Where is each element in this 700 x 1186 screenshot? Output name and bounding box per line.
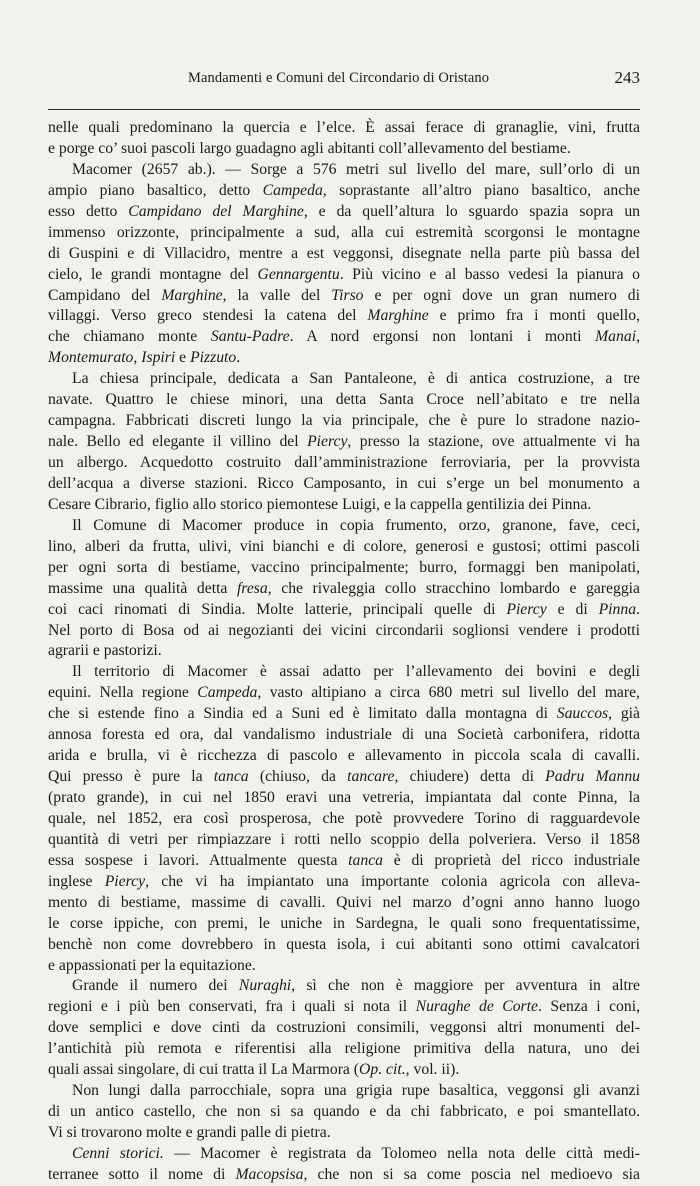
text-line xyxy=(48,1081,640,1102)
text-run: . Senza i coni, xyxy=(537,998,640,1016)
text-line xyxy=(48,621,640,642)
text-run: , chiudere) detta di xyxy=(394,768,546,786)
text-run: le corse ippiche, con premi, le uniche in Sardegna, le quali sono frequentatissime, xyxy=(48,914,640,932)
italic-text: Padru Mannu xyxy=(545,768,641,786)
text-line xyxy=(48,1018,640,1039)
text-line xyxy=(48,202,640,223)
text-run: navate. Quattro le chiese minori, una detta Santa Croce nell’abitato e tre nella xyxy=(48,391,640,409)
italic-text: Gennargentu xyxy=(257,265,340,283)
text-run: coi caci rinomati di Sindia. Molte latterie, principali quelle di xyxy=(48,600,507,618)
text-run: terranee sotto il nome di xyxy=(48,1165,236,1183)
text-line xyxy=(48,788,640,809)
text-line xyxy=(48,976,640,997)
text-line xyxy=(48,265,640,286)
text-run: , la valle del xyxy=(222,286,332,304)
italic-text: Op. cit. xyxy=(359,1061,406,1079)
text-line xyxy=(48,118,640,139)
text-line xyxy=(48,725,640,746)
text-line xyxy=(48,1123,640,1144)
text-run: lino, alberi da frutta, ulivi, vini bianchi e di colore, generosi e gustosi; ottimi pascoli xyxy=(48,537,640,555)
running-head xyxy=(48,70,640,92)
italic-text: Nuraghe de Corte xyxy=(415,998,538,1016)
text-run: — Macomer è registrata da Tolomeo nella nota delle città medi- xyxy=(163,1144,640,1162)
text-run: un albergo. Acquedotto costruito dall’amministrazione ferroviaria, per la provvista xyxy=(48,454,640,471)
text-line xyxy=(48,495,640,516)
text-run: villaggi. Verso greco stendesi la catena del xyxy=(48,307,368,325)
text-run: e primo fra i monti quello, xyxy=(428,307,640,325)
text-run: Il territorio di Macomer è assai adatto per l’allevamento dei bovini e degli xyxy=(72,663,640,681)
text-line xyxy=(48,411,640,432)
text-run: essa sospese i lavori. Attualmente questa xyxy=(48,851,349,869)
italic-text: Marghine xyxy=(367,307,429,325)
text-line xyxy=(48,516,640,537)
italic-text: Santu-Padre xyxy=(210,328,290,346)
italic-text: Pinna xyxy=(598,600,637,618)
italic-text: Marghine xyxy=(161,286,223,304)
text-run: e per ogni dove un gran numero di xyxy=(363,286,640,304)
text-line xyxy=(48,851,640,872)
italic-text: Ispiri xyxy=(141,349,176,367)
text-line xyxy=(48,348,640,369)
text-run: , già xyxy=(608,705,640,723)
italic-text: Piercy xyxy=(307,433,348,451)
text-line xyxy=(48,935,640,956)
text-run: e xyxy=(175,349,191,367)
text-run: dove semplici e dove cinti da costruzioni consimili, veggonsi altri monumenti del- xyxy=(48,1019,640,1037)
text-line xyxy=(48,181,640,202)
italic-text: tanca xyxy=(348,851,384,869)
text-run: Grande il numero dei xyxy=(72,977,239,995)
text-line xyxy=(48,600,640,621)
text-run: , che rivaleggia collo stracchino lombardo e gareggia xyxy=(267,579,640,597)
text-line xyxy=(48,160,640,181)
text-run: annosa foresta ed ora, dal vandalismo industriale di una Società carbonifera, ridotta xyxy=(48,726,640,744)
italic-text: Manai xyxy=(595,328,637,346)
body-text xyxy=(48,118,640,1186)
text-line xyxy=(48,830,640,851)
italic-text: tancare xyxy=(347,768,395,786)
text-run: Vi si trovarono molte e grandi palle di pietra. xyxy=(48,1124,331,1141)
text-run: La chiesa principale, dedicata a San Pantaleone, è di antica costruzione, a tre xyxy=(72,370,640,388)
text-run: Il Comune di Macomer produce in copia frumento, orzo, granone, fave, ceci, xyxy=(72,516,640,534)
text-run: Nel porto di Bosa od ai negozianti dei vicini circondarii soglionsi vendere i prodotti xyxy=(48,621,640,639)
text-run: nale. Bello ed elegante il villino del xyxy=(48,433,308,451)
text-run: campagna. Fabbricati discreti lungo la via principale, che è pure lo stradone nazio- xyxy=(48,412,640,430)
text-run: . xyxy=(236,349,241,367)
italic-text: fresa xyxy=(236,579,268,597)
text-run: quali assai singolare, di cui tratta il La Marmora ( xyxy=(48,1061,360,1079)
text-run: ampio piano basaltico, detto xyxy=(48,181,263,199)
text-run: , xyxy=(636,328,640,346)
italic-text: Sauccos xyxy=(556,705,609,723)
text-run: , presso la stazione, ove attualmente vi ha xyxy=(347,433,641,451)
text-run: Macomer (2657 ab.). — Sorge a 576 metri sul livello del mare, sull’orlo di un xyxy=(72,160,640,178)
text-line xyxy=(48,641,640,662)
text-line xyxy=(48,1144,640,1165)
text-run: , sì che non è maggiore per avventura in altre xyxy=(291,977,640,995)
italic-text: Tirso xyxy=(331,286,364,304)
text-run: , e da quell’altura lo sguardo spazia sopra un xyxy=(303,202,641,220)
text-line xyxy=(48,558,640,579)
text-run: Non lungi dalla parrocchiale, sopra una grigia rupe basaltica, veggonsi gli avanzi xyxy=(72,1082,640,1100)
text-line xyxy=(48,474,640,495)
text-run: è di proprietà del ricco industriale xyxy=(383,851,641,869)
text-run: e porge co’ suoi pascoli largo guadagno agli abitanti coll’allevamento del bestiame. xyxy=(48,139,571,157)
text-run: , vol. ii). xyxy=(405,1061,460,1079)
text-line xyxy=(48,683,640,704)
text-run: equini. Nella regione xyxy=(48,684,198,702)
text-run: esso detto xyxy=(48,202,129,220)
italic-text: Campeda xyxy=(197,684,258,702)
text-line xyxy=(48,537,640,558)
text-run: regioni e i più ben conservati, fra i quali si nota il xyxy=(48,998,416,1016)
italic-text: Montemurato xyxy=(48,349,134,367)
text-line xyxy=(48,1060,640,1081)
text-line xyxy=(48,390,640,411)
text-line xyxy=(48,139,640,160)
text-run: che chiamano monte xyxy=(48,328,211,346)
italic-text: Piercy xyxy=(506,600,547,618)
text-line xyxy=(48,872,640,893)
text-run: Campidano del xyxy=(48,286,162,304)
text-line xyxy=(48,1102,640,1123)
text-line xyxy=(48,704,640,725)
italic-text: Cenni storici. xyxy=(72,1144,164,1162)
text-line xyxy=(48,809,640,830)
text-line xyxy=(48,579,640,600)
text-run: (chiuso, da xyxy=(248,768,348,786)
text-run: . xyxy=(636,600,640,618)
text-run: nelle quali predominano la quercia e l’elce. È assai ferace di granaglie, vini, frutta xyxy=(48,119,640,136)
text-run: Qui presso è pure la xyxy=(48,768,214,786)
text-line xyxy=(48,306,640,327)
running-head-title: Mandamenti e Comuni del Circondario di Oristano xyxy=(188,70,490,86)
text-line xyxy=(48,662,640,683)
text-run: Cesare Cibrario, figlio allo storico piemontese Luigi, e la cappella gentilizia dei Pinna. xyxy=(48,495,592,513)
text-line xyxy=(48,223,640,244)
text-run: di un antico castello, che non si sa quando e da chi fabbricato, e poi smantellato. xyxy=(48,1103,640,1121)
text-run: immenso orizzonte, principalmente a sud, alla cui estremità scorgonsi le montagne xyxy=(48,223,640,241)
text-line xyxy=(48,914,640,935)
text-run: e appassionati per la equitazione. xyxy=(48,956,256,974)
text-run: (prato grande), in cui nel 1850 eravi una vetreria, impiantata dal conte Pinna, la xyxy=(48,789,640,806)
italic-text: Pizzuto xyxy=(190,349,237,367)
page-number: 243 xyxy=(614,68,640,87)
italic-text: Piercy xyxy=(104,872,146,890)
text-run: arida e brulla, vi è ricchezza di pascolo e allevamento in piccola scala di cavalli. xyxy=(48,747,640,765)
text-line xyxy=(48,327,640,348)
italic-text: Nuraghi xyxy=(238,977,292,995)
text-line xyxy=(48,893,640,914)
italic-text: tanca xyxy=(213,768,249,786)
text-line xyxy=(48,432,640,453)
italic-text: Campeda xyxy=(262,181,323,199)
text-run: benchè non come dovrebbero in questa isola, i cui abitanti sono ottimi cavalcatori xyxy=(48,935,640,953)
text-run: , che non si sa come poscia nel medioevo sia xyxy=(303,1165,640,1183)
text-run: dell’acqua a diverse stazioni. Ricco Camposanto, in cui s’erge un bel monumento a xyxy=(48,474,640,492)
italic-text: Macopsisa xyxy=(235,1165,304,1183)
text-run: . A nord ergonsi non lontani i monti xyxy=(289,328,596,346)
text-run: , xyxy=(133,349,142,367)
text-line xyxy=(48,1039,640,1060)
italic-text: Campidano del Marghine xyxy=(128,202,304,220)
text-run: e di xyxy=(546,600,599,618)
text-run: cielo, le grandi montagne del xyxy=(48,265,258,283)
text-run: mento di bestiame, massime di cavalli. Quivi nel marzo d’ogni anno hanno luogo xyxy=(48,893,640,911)
text-line xyxy=(48,369,640,390)
text-line xyxy=(48,956,640,977)
text-line xyxy=(48,997,640,1018)
text-run: agrarii e pastorizi. xyxy=(48,642,162,660)
text-run: massime una qualità detta xyxy=(48,579,237,597)
text-line xyxy=(48,1165,640,1186)
text-line xyxy=(48,286,640,307)
text-run: per ogni sorta di bestiame, vaccino principalmente; burro, formaggi ben manipolati, xyxy=(48,558,640,576)
text-line xyxy=(48,453,640,474)
text-run: che si estende fino a Sindia ed a Suni ed è limitato dalla montagna di xyxy=(48,705,557,723)
text-run: quale, nel 1852, era così prosperosa, che potè provvedere Torino di ragguardevole xyxy=(48,809,640,827)
text-line xyxy=(48,746,640,767)
text-run: di Guspini e di Villacidro, mentre a est veggonsi, disegnate nella parte più bassa del xyxy=(48,244,640,262)
text-line xyxy=(48,244,640,265)
text-run: , vasto altipiano a circa 680 metri sul livello del mare, xyxy=(257,684,640,702)
text-run: l’antichità più remota e riferentisi alla religione primitiva della natura, uno dei xyxy=(48,1040,640,1058)
text-run: quantità di vetri per rimpiazzare i rotti nello scoppio della polveriera. Verso il 1858 xyxy=(48,830,640,848)
text-run: , soprastante all’altro piano basaltico, anche xyxy=(322,181,640,199)
text-run: , che vi ha impiantato una importante colonia agricola con alleva- xyxy=(145,872,641,890)
text-run: inglese xyxy=(48,872,105,890)
text-line xyxy=(48,767,640,788)
text-run: . Più vicino e al basso vedesi la pianura o xyxy=(339,265,640,283)
header-rule xyxy=(48,109,640,110)
